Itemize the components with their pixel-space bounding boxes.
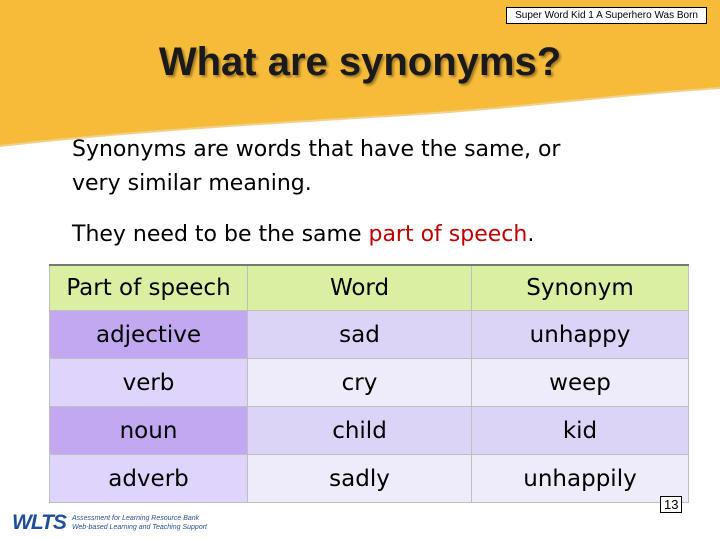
column-header: Part of speech <box>50 265 248 311</box>
table-row <box>50 407 689 455</box>
table-cell: unhappy <box>472 311 689 359</box>
table-cell: verb <box>50 359 248 407</box>
rule-suffix: . <box>527 222 535 247</box>
table-cell: sadly <box>248 455 472 503</box>
table-row <box>50 311 689 359</box>
definition-line-1: Synonyms are words that have the same, or <box>72 137 561 162</box>
course-label: Super Word Kid 1 A Superhero Was Born <box>506 7 707 24</box>
definition-line-2: very similar meaning. <box>72 171 312 196</box>
rule-text <box>72 218 672 252</box>
column-header: Word <box>248 265 472 311</box>
table-cell: adjective <box>50 311 248 359</box>
definition-text <box>72 133 672 201</box>
page-number: 13 <box>660 496 682 513</box>
table-cell: noun <box>50 407 248 455</box>
synonym-table <box>49 264 689 503</box>
rule-prefix: They need to be the same <box>72 222 369 247</box>
table-cell: cry <box>248 359 472 407</box>
table-row <box>50 359 689 407</box>
table-header-row <box>50 265 689 311</box>
table-cell: adverb <box>50 455 248 503</box>
page-title: What are synonyms? <box>158 40 562 84</box>
wlts-logo <box>12 512 207 534</box>
table-cell: sad <box>248 311 472 359</box>
rule-highlight: part of speech <box>368 222 528 247</box>
column-header: Synonym <box>472 265 689 311</box>
logo-line-1: Assessment for Learning Resource Bank <box>71 515 200 522</box>
table-cell: weep <box>472 359 689 407</box>
table-row <box>50 455 689 503</box>
table-cell: kid <box>472 407 689 455</box>
logo-line-2: Web-based Learning and Teaching Support <box>71 524 207 531</box>
logo-mark: WLTS <box>12 511 66 534</box>
table-cell: unhappily <box>472 455 689 503</box>
table-cell: child <box>248 407 472 455</box>
logo-caption <box>72 514 207 532</box>
